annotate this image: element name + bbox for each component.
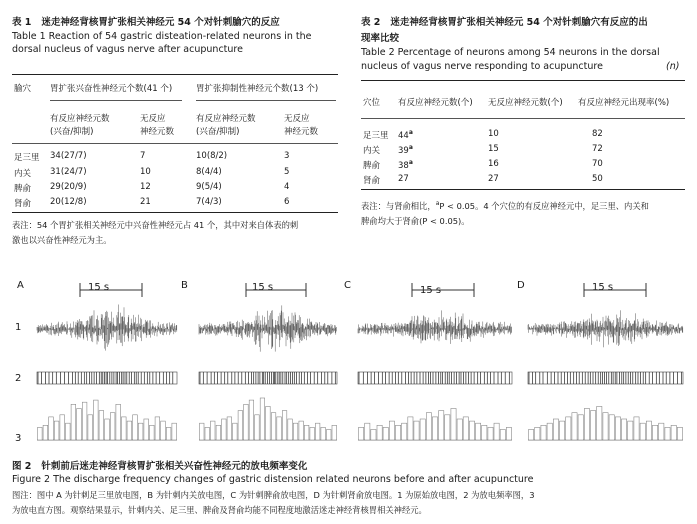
histogram-bar <box>222 419 227 440</box>
histogram-bar <box>541 425 546 440</box>
table1-cell: 10(8/2) <box>196 151 228 161</box>
histogram-bar <box>439 411 444 440</box>
histogram-bar <box>389 421 394 440</box>
table2-title-cn-2: 现率比较 <box>361 33 400 44</box>
scale-bar-d <box>584 283 646 297</box>
scale-bar-c <box>412 283 474 297</box>
histogram-bar <box>271 413 276 440</box>
panel-label-d: D <box>517 280 525 291</box>
histogram-bar <box>383 427 388 440</box>
histogram-bar <box>634 417 639 440</box>
raster-frame-b <box>199 372 337 384</box>
histogram-bar <box>327 430 332 441</box>
scale-bar-label-c: 15 s <box>420 285 442 296</box>
table1-cell: 4 <box>284 182 290 192</box>
histogram-bar <box>321 427 326 440</box>
histogram-bar <box>560 421 565 440</box>
histogram-bar <box>255 415 260 440</box>
table1-cell: 7 <box>140 151 146 161</box>
table2-header-col3: 有反应神经元出现率(%) <box>578 98 670 108</box>
figure2-title-cn: 针刺前后迷走神经背核胃扩张相关兴奋性神经元的放电频率变化 <box>41 461 308 472</box>
significance-mark: a <box>435 200 440 207</box>
histogram-bar <box>653 425 658 440</box>
table1-cell: 21 <box>140 197 151 207</box>
histogram-bar <box>216 425 221 440</box>
significance-mark: a <box>408 144 413 151</box>
histogram-bar <box>377 425 382 440</box>
histogram-bar <box>451 409 456 441</box>
table1-sub3-l1: 有反应神经元数 <box>196 114 256 124</box>
table2-cell: 肾俞 <box>363 176 381 186</box>
histogram-bar <box>88 415 93 440</box>
row-label-3: 3 <box>15 433 22 444</box>
histogram-bar <box>488 427 493 440</box>
figure2-number: 图 2 <box>12 461 32 472</box>
table2-value: 38 <box>398 160 409 171</box>
histogram-bar <box>172 423 177 440</box>
histogram-bar <box>640 423 645 440</box>
histogram-bar <box>71 404 76 440</box>
table1-cell: 肾俞 <box>14 199 32 209</box>
histogram-bar <box>94 400 99 440</box>
table1-cell: 内关 <box>14 169 32 179</box>
figure2-caption-en: Figure 2 The discharge frequency changes of gastric distension related neurons before and after acupuncture <box>12 474 534 485</box>
table2-cell: 50 <box>592 174 603 184</box>
histogram-bar <box>66 423 71 440</box>
histogram-bar <box>60 415 65 440</box>
histogram-bar <box>420 419 425 440</box>
histogram-bar <box>482 425 487 440</box>
table2-value: 39 <box>398 145 409 156</box>
histogram-bar <box>99 411 104 440</box>
histogram-bar <box>211 421 216 440</box>
table2-caption-en-2: nucleus of vagus nerve responding to acupuncture <box>361 61 603 72</box>
histogram-bar <box>49 417 54 440</box>
table2-header-col1: 有反应神经元数(个) <box>398 98 473 108</box>
scale-bar-b <box>246 283 306 297</box>
histogram-bar <box>138 423 143 440</box>
histogram-bar <box>304 425 309 440</box>
raw-discharge-b <box>199 305 336 351</box>
histogram-bar <box>238 411 243 440</box>
raw-discharge-c <box>358 310 512 344</box>
histogram-bar <box>445 415 450 440</box>
histogram-bar <box>310 427 315 440</box>
raw-discharge-d <box>528 310 683 347</box>
scale-bar-a <box>80 283 142 297</box>
table2-note-line2: 脾俞均大于肾俞(P < 0.05)。 <box>361 215 470 226</box>
table2-header-col0: 穴位 <box>363 98 381 108</box>
histogram-bar <box>277 417 282 440</box>
table1-cell: 7(4/3) <box>196 197 222 207</box>
histogram-bar <box>463 417 468 440</box>
histogram-bar <box>615 417 620 440</box>
histogram-bar <box>622 419 627 440</box>
histogram-bar <box>457 419 462 440</box>
figure2-caption-cn <box>12 458 307 472</box>
histogram-bar <box>359 427 364 440</box>
table1-caption-en-1: Table 1 Reaction of 54 gastric disteation-related neurons in the <box>12 31 312 42</box>
table1-number: 表 1 <box>12 17 32 28</box>
histogram-bar <box>365 423 370 440</box>
histogram-bar <box>603 413 608 440</box>
histogram-bar <box>553 419 558 440</box>
histogram-bar <box>43 425 48 440</box>
histogram-bar <box>54 421 59 440</box>
histogram-bar <box>233 423 238 440</box>
histogram-bar <box>371 430 376 441</box>
panel-label-b: B <box>181 280 188 291</box>
histogram-bar <box>166 427 171 440</box>
histogram-bar <box>332 425 337 440</box>
table2-cell: 27 <box>488 174 499 184</box>
scale-bar-label-b: 15 s <box>252 282 274 293</box>
table1-cell: 31(24/7) <box>50 167 87 177</box>
table2-cell: 72 <box>592 144 603 154</box>
table2-cell: 15 <box>488 144 499 154</box>
histogram-bar <box>432 417 437 440</box>
figure2-note <box>12 488 692 518</box>
histogram-bar <box>227 417 232 440</box>
histogram-bar <box>628 421 633 440</box>
table2-value: 44 <box>398 130 409 141</box>
scale-bar-label-d: 15 s <box>592 282 614 293</box>
panel-label-a: A <box>17 280 24 291</box>
row-label-2: 2 <box>15 373 22 384</box>
table2-cell: 内关 <box>363 146 381 156</box>
histogram-bar <box>402 423 407 440</box>
table1-sub1-l1: 有反应神经元数 <box>50 114 110 124</box>
histogram-bar <box>116 404 121 440</box>
table2-header-col2: 无反应神经元数(个) <box>488 98 563 108</box>
table1-cell: 脾俞 <box>14 184 32 194</box>
table2-number: 表 2 <box>361 17 381 28</box>
histogram-bar <box>150 425 155 440</box>
table1-cell: 29(20/9) <box>50 182 87 192</box>
table1-cell: 3 <box>284 151 290 161</box>
table1-cell: 9(5/4) <box>196 182 222 192</box>
raw-discharge-a <box>37 305 177 351</box>
histogram-bar <box>535 427 540 440</box>
table2-cell: 70 <box>592 159 603 169</box>
table2-cell: 脾俞 <box>363 161 381 171</box>
histogram-bar <box>414 421 419 440</box>
histogram-bar <box>38 427 43 440</box>
histogram-bar <box>155 417 160 440</box>
histogram-bar <box>408 417 413 440</box>
table1-sub3-l2: (兴奋/抑制) <box>196 127 240 137</box>
table1-sub1-l2: (兴奋/抑制) <box>50 127 94 137</box>
histogram-bar <box>665 427 670 440</box>
histogram-bar <box>127 421 132 440</box>
histogram-bar <box>82 402 87 440</box>
histogram-bar <box>609 415 614 440</box>
spike-raster-a <box>38 372 173 384</box>
table1-note-line1: 表注：54 个胃扩张相关神经元中兴奋性神经元占 41 个，其中对来自体表的刺 <box>12 220 299 230</box>
histogram-bar <box>161 421 166 440</box>
scale-bar-label-a: 15 s <box>88 282 110 293</box>
table2-cell: 10 <box>488 129 499 139</box>
table1-title-cn: 迷走神经背核胃扩张相关神经元 54 个对针刺腧穴的反应 <box>41 17 280 28</box>
table2-cell: 82 <box>592 129 603 139</box>
histogram-bar <box>646 421 651 440</box>
histogram-bar <box>529 430 534 441</box>
table2-note-part: P < 0.05。4 个穴位的有反应神经元中，足三里、内关和 <box>439 200 649 211</box>
table1-cell: 20(12/8) <box>50 197 87 207</box>
table1-cell: 10 <box>140 167 151 177</box>
histogram-bar <box>77 409 82 441</box>
histogram-bar <box>315 423 320 440</box>
histogram-bar <box>260 398 265 440</box>
table1-note-line2: 激也以兴奋性神经元为主。 <box>12 235 112 245</box>
spike-raster-d <box>529 372 682 384</box>
histogram-bar <box>547 423 552 440</box>
table1-header-group1: 胃扩张兴奋性神经元个数(41 个) <box>50 84 173 94</box>
table2-note-part: 表注：与肾俞相比， <box>361 200 436 211</box>
histogram-bar <box>591 411 596 440</box>
spike-raster-c <box>359 372 509 384</box>
histogram-bar <box>122 417 127 440</box>
table1-sub2-l1: 无反应 <box>140 114 166 124</box>
histogram-bar <box>500 430 505 441</box>
table1-cell: 12 <box>140 182 151 192</box>
histogram-bar <box>476 423 481 440</box>
histogram-bar <box>200 423 205 440</box>
table1-header-col0: 腧穴 <box>14 84 32 94</box>
histogram-bar <box>494 423 499 440</box>
histogram-bar <box>597 406 602 440</box>
table2-caption-en-1: Table 2 Percentage of neurons among 54 neurons in the dorsal <box>361 47 660 58</box>
histogram-bar <box>133 415 138 440</box>
histogram-bar <box>282 411 287 440</box>
histogram-bar <box>266 406 271 440</box>
spike-raster-b <box>200 372 335 384</box>
histogram-bar <box>659 423 664 440</box>
histogram-bar <box>426 413 431 440</box>
histogram-bar <box>566 417 571 440</box>
histogram-bar <box>572 413 577 440</box>
histogram-bar <box>671 425 676 440</box>
histogram-bar <box>677 427 682 440</box>
table2-unit: (n) <box>666 61 680 72</box>
histogram-bar <box>105 419 110 440</box>
histogram-bar <box>578 415 583 440</box>
table1-caption-en-2: dorsal nucleus of vagus nerve after acupuncture <box>12 44 243 55</box>
histogram-bar <box>293 423 298 440</box>
table1-sub4-l2: 神经元数 <box>284 127 319 137</box>
histogram-bar <box>144 419 149 440</box>
table1-cell: 5 <box>284 167 290 177</box>
histogram-bar <box>506 427 511 440</box>
table1-sub2-l2: 神经元数 <box>140 127 175 137</box>
histogram-bar <box>584 409 589 441</box>
table1-cell: 6 <box>284 197 290 207</box>
histogram-bar <box>299 421 304 440</box>
row-label-1: 1 <box>15 322 22 333</box>
significance-mark: a <box>408 129 413 136</box>
histogram-bar <box>110 413 115 440</box>
figure2-note-line1: 图注：图中 A 为针刺足三里放电图，B 为针刺内关放电图，C 为针刺脾俞放电图，D 为针刺肾俞放电图。1 为原始放电图，2 为放电频率图，3 <box>12 490 535 500</box>
table1-cell: 34(27/7) <box>50 151 87 161</box>
raster-frame-c <box>358 372 512 384</box>
histogram-bar <box>205 427 210 440</box>
table1-header-group2: 胃扩张抑制性神经元个数(13 个) <box>196 84 319 94</box>
significance-mark: a <box>408 159 413 166</box>
table1-cell: 8(4/4) <box>196 167 222 177</box>
figure2-note-line2: 为放电直方图。观察结果显示，针刺内关、足三里、脾俞及肾俞均能不同程度地激活迷走神经背核胃相关神经元。 <box>12 505 427 515</box>
table1-cell: 足三里 <box>14 153 40 163</box>
table2-title-cn-1: 迷走神经背核胃扩张相关神经元 54 个对针刺腧穴有反应的出 <box>390 17 648 28</box>
histogram-bar <box>396 425 401 440</box>
table1-sub4-l1: 无反应 <box>284 114 310 124</box>
table2-cell: 27 <box>398 174 409 184</box>
histogram-bar <box>288 419 293 440</box>
table2-cell: 足三里 <box>363 131 389 141</box>
histogram-bar <box>469 421 474 440</box>
histogram-bar <box>244 404 249 440</box>
histogram-bar <box>249 400 254 440</box>
table2-cell: 16 <box>488 159 499 169</box>
panel-label-c: C <box>344 280 351 291</box>
